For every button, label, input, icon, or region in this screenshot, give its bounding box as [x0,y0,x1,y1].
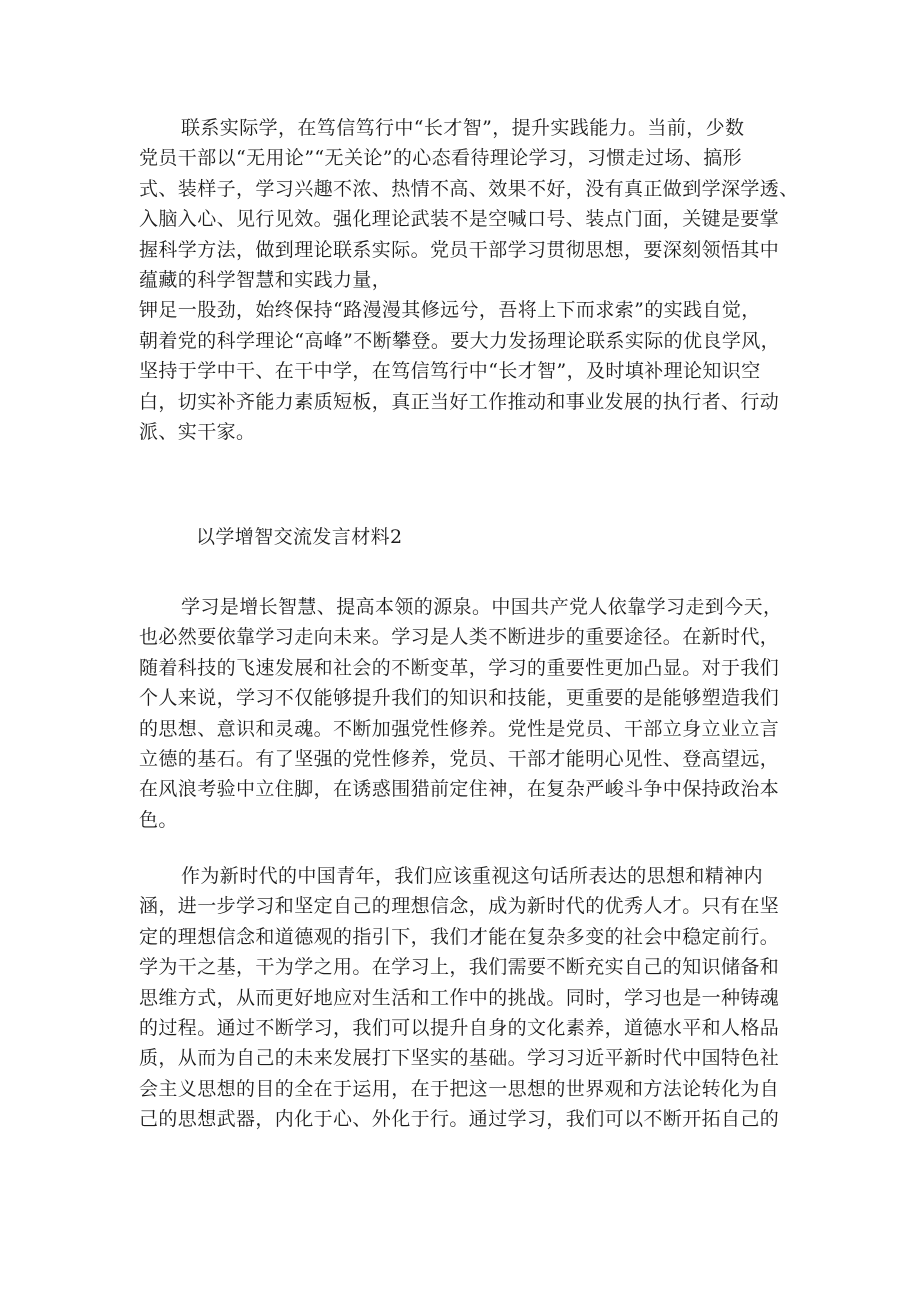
text-line: 立德的基石。有了坚强的党性修养，党员、干部才能明心见性、登高望远， [139,748,780,771]
text-line: 随着科技的飞速发展和社会的不断变革，学习的重要性更加凸显。对于我们 [139,656,780,679]
text-line: 派、实干家。 [139,421,256,444]
text-line: 学习是增长智慧、提高本领的源泉。中国共产党人依靠学习走到今天， [181,596,783,618]
text-line: 式、装样子，学习兴趣不浓、热情不高、效果不好，没有真正做到学深学透、 [139,177,799,200]
paragraph-learning-source [139,592,799,835]
text-line: 定的理想信念和道德观的指引下，我们才能在复杂多变的社会中稳定前行。 [139,925,780,948]
text-line: 会主义思想的目的全在于运用，在于把这一思想的世界观和方法论转化为自 [139,1077,780,1100]
text-line: 蕴藏的科学智慧和实践力量， [139,269,392,292]
text-line: 个人来说，学习不仅能够提升我们的知识和技能，更重要的是能够塑造我们 [139,687,780,710]
paragraph-new-era-youth [139,861,799,1135]
text-line: 质，从而为自己的未来发展打下坚实的基础。学习习近平新时代中国特色社 [139,1047,780,1070]
text-line: 入脑入心、见行见效。强化理论武装不是空喊口号、装点门面，关键是要掌 [139,208,780,231]
section-heading: 以学增智交流发言材料2 [196,526,403,548]
text-line: 色。 [139,808,178,831]
text-line: 的思想、意识和灵魂。不断加强党性修养。党性是党员、干部立身立业立言 [139,717,780,740]
text-line: 党员干部以“无用论”“无关论”的心态看待理论学习，习惯走过场、搞形 [139,147,743,170]
text-line: 己的思想武器，内化于心、外化于行。通过学习，我们可以不断开拓自己的 [139,1108,780,1131]
text-line: 坚持于学中干、在干中学，在笃信笃行中“长才智”，及时填补理论知识空 [139,360,761,383]
text-line: 也必然要依靠学习走向未来。学习是人类不断进步的重要途径。在新时代， [139,626,780,649]
text-line: 白，切实补齐能力素质短板，真正当好工作推动和事业发展的执行者、行动 [139,390,780,413]
text-line: 联系实际学，在笃信笃行中“长才智”，提升实践能力。当前，少数 [181,117,745,139]
text-line: 的过程。通过不断学习，我们可以提升自身的文化素养，道德水平和人格品 [139,1017,780,1040]
text-line: 学为干之基，干为学之用。在学习上，我们需要不断充实自己的知识储备和 [139,956,780,979]
text-line: 握科学方法，做到理论联系实际。党员干部学习贯彻思想，要深刻领悟其中 [139,238,780,261]
text-line: 朝着党的科学理论“高峰”不断攀登。要大力发扬理论联系实际的优良学风， [139,329,781,352]
text-line: 涵，进一步学习和坚定自己的理想信念，成为新时代的优秀人才。只有在坚 [139,895,780,918]
text-line: 思维方式，从而更好地应对生活和工作中的挑战。同时，学习也是一种铸魂 [139,986,780,1009]
text-line: 在风浪考验中立住脚，在诱惑围猎前定住神，在复杂严峻斗争中保持政治本 [139,778,780,801]
paragraph-theory-practice [139,113,799,447]
text-line: 钾足一股劲，始终保持“路漫漫其修远兮，吾将上下而求索”的实践自觉， [139,299,761,322]
text-line: 作为新时代的中国青年，我们应该重视这句话所表达的思想和精神内 [181,865,764,887]
